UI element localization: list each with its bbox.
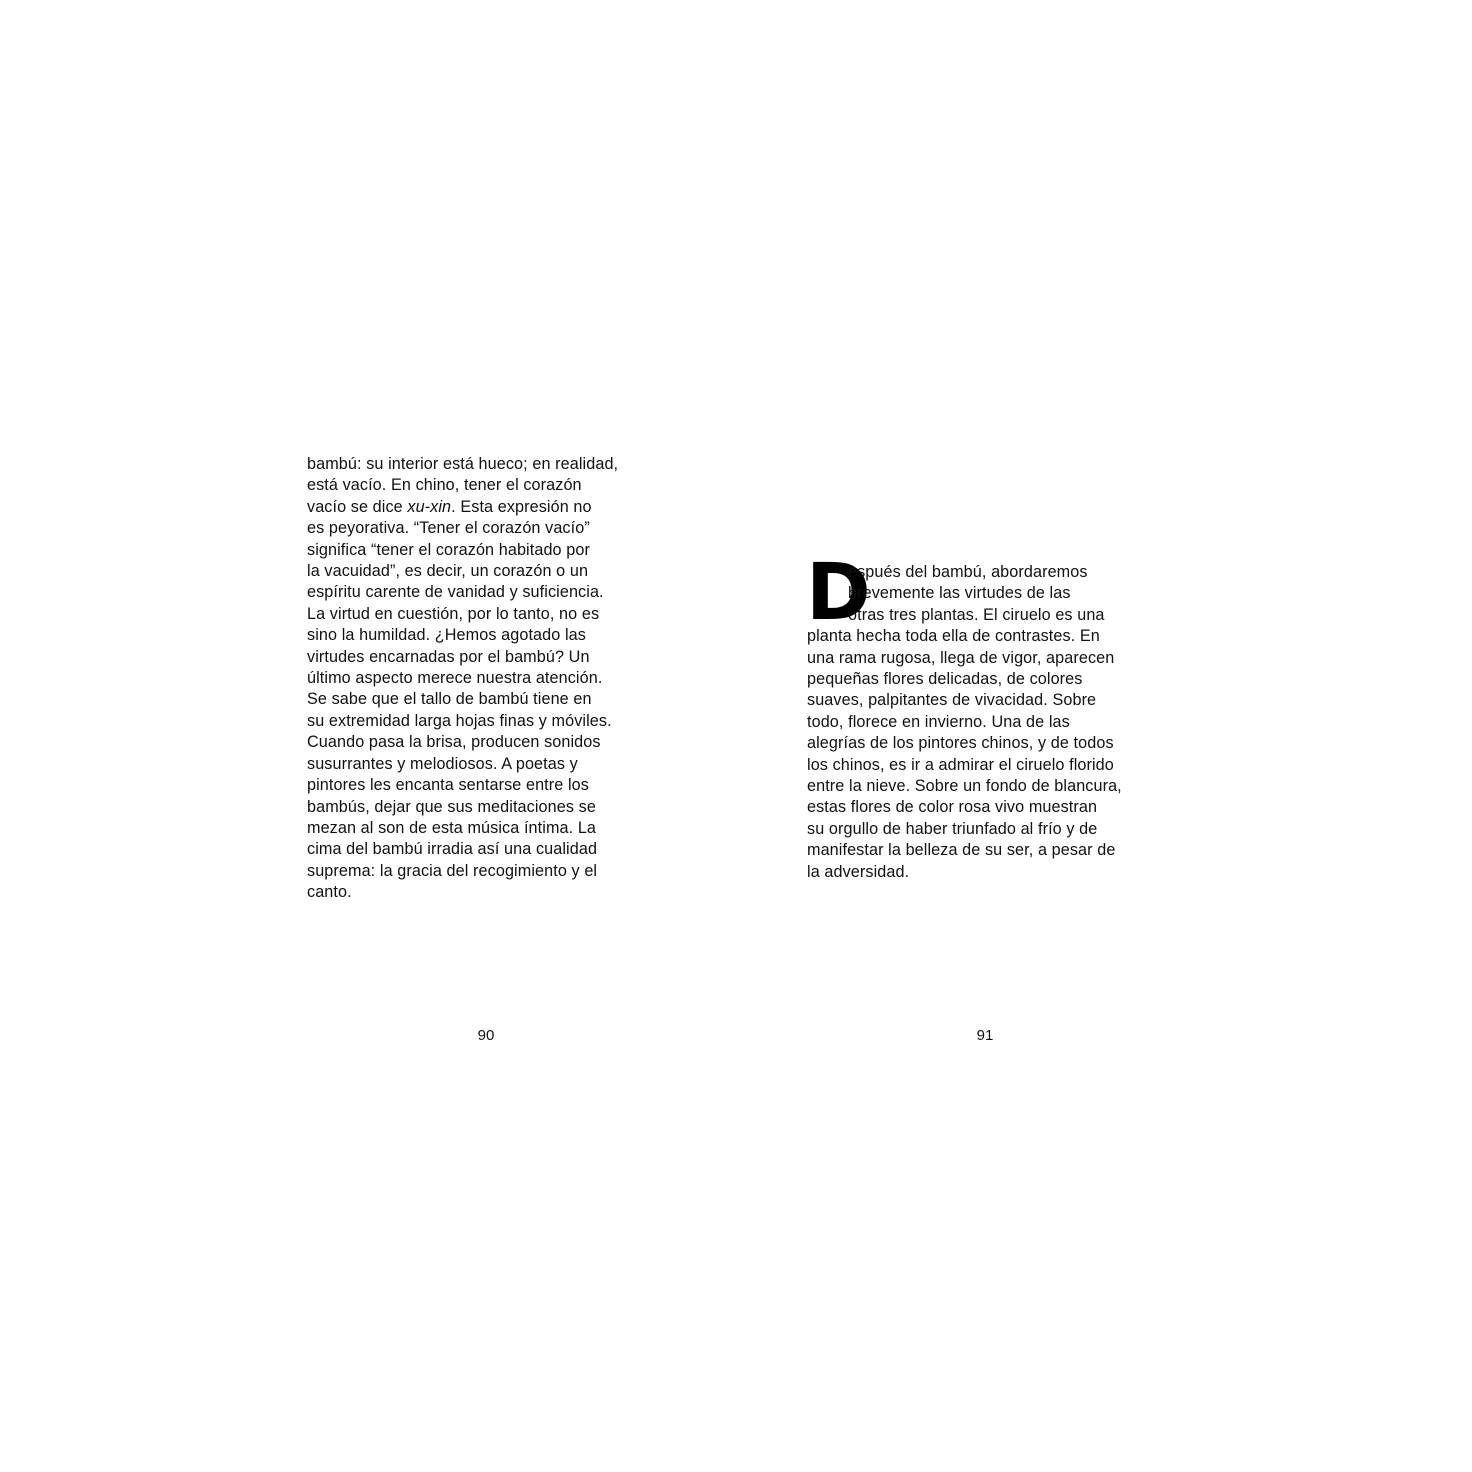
text-line: La virtud en cuestión, por lo tanto, no es [307, 604, 600, 623]
text-line: bambú: su interior está hueco; en realidad, [307, 455, 619, 473]
text-line: espíritu carente de vanidad y suficiencia. [307, 583, 604, 602]
text-line: suaves, palpitantes de vivacidad. Sobre [807, 691, 1097, 710]
text-line: suprema: la gracia del recogimiento y el [307, 861, 598, 880]
text-line [307, 497, 667, 518]
text-line: brevemente las virtudes de las [848, 584, 1071, 603]
drop-cap: D [806, 548, 871, 638]
text-line: canto. [307, 883, 352, 902]
text-line: bambús, dejar que sus meditaciones se [307, 797, 596, 816]
text-line: todo, florece en invierno. Una de las [807, 712, 1070, 731]
text-line: alegrías de los pintores chinos, y de todos [807, 734, 1114, 753]
text-line: último aspecto merece nuestra atención. [307, 669, 603, 688]
text-line: entre la nieve. Sobre un fondo de blancura, [807, 777, 1122, 796]
text-line: estas flores de color rosa vivo muestran [807, 798, 1098, 817]
text-line: virtudes encarnadas por el bambú? Un [307, 647, 590, 666]
text-line: su extremidad larga hojas finas y móviles. [307, 711, 612, 730]
text-line: espués del bambú, abordaremos [848, 563, 1088, 581]
text-line: sino la humildad. ¿Hemos agotado las [307, 626, 586, 645]
text-line: planta hecha toda ella de contrastes. En [807, 627, 1100, 646]
text-span: vacío se dice [307, 497, 408, 516]
text-line: es peyorativa. “Tener el corazón vacío” [307, 519, 590, 538]
text-line: susurrantes y melodiosos. A poetas y [307, 754, 578, 773]
text-line: pequeñas flores delicadas, de colores [807, 670, 1083, 689]
text-line: Cuando pasa la brisa, producen sonidos [307, 733, 601, 752]
text-line: la adversidad. [807, 862, 910, 881]
text-line: la vacuidad”, es decir, un corazón o un [307, 562, 589, 581]
page-number: 91 [976, 1027, 994, 1044]
text-line: significa “tener el corazón habitado por [307, 540, 590, 559]
right-page [736, 0, 1472, 1472]
text-line: una rama rugosa, llega de vigor, aparecen [807, 648, 1115, 667]
text-span: . Esta expresión no [451, 497, 592, 516]
left-page-text [307, 454, 667, 904]
text-line: pintores les encanta sentarse entre los [307, 776, 589, 795]
italic-term: xu-xin [407, 497, 452, 516]
text-line: otras tres plantas. El ciruelo es una [848, 605, 1105, 624]
text-line: manifestar la belleza de su ser, a pesar de [807, 841, 1116, 860]
text-line: su orgullo de haber triunfado al frío y de [807, 819, 1098, 838]
text-line: cima del bambú irradia así una cualidad [307, 840, 598, 859]
right-page-text [806, 548, 1167, 883]
text-line: Se sabe que el tallo de bambú tiene en [307, 690, 592, 709]
page-number: 90 [477, 1027, 495, 1044]
text-line: mezan al son de esta música íntima. La [307, 818, 597, 837]
text-line: los chinos, es ir a admirar el ciruelo florido [807, 755, 1114, 774]
text-line: está vacío. En chino, tener el corazón [307, 476, 582, 495]
